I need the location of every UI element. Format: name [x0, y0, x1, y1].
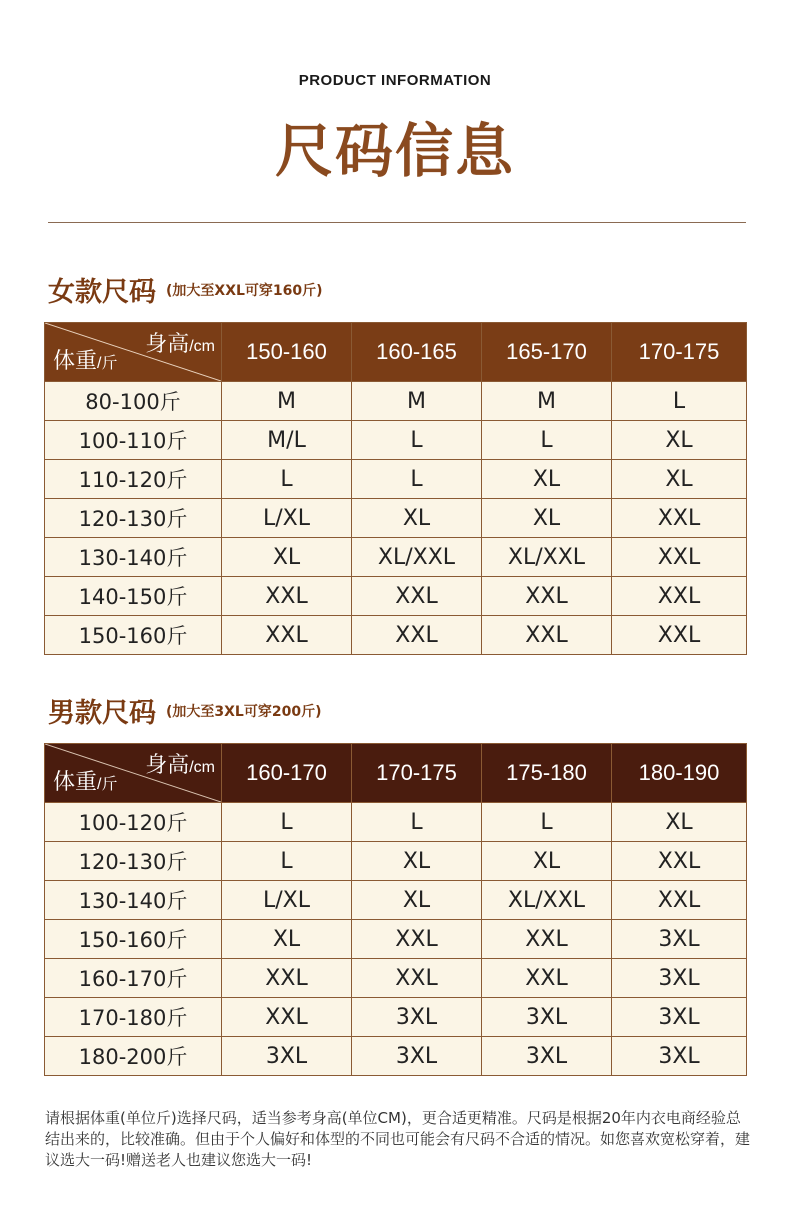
table-row	[45, 1037, 747, 1076]
column-header: 170-175	[352, 744, 482, 803]
size-cell: XL/XXL	[352, 538, 482, 577]
size-cell: L	[352, 421, 482, 460]
column-header: 175-180	[482, 744, 612, 803]
size-cell: 3XL	[482, 998, 612, 1037]
corner-weight-label: 体重/斤	[53, 769, 118, 794]
table-row	[45, 616, 747, 655]
row-label: 130-140斤	[45, 538, 222, 577]
size-cell: L	[222, 803, 352, 842]
size-cell: XXL	[612, 616, 747, 655]
size-cell: M	[482, 382, 612, 421]
sizing-advice-note: 请根据体重(单位斤)选择尺码，适当参考身高(单位CM)，更合适更精准。尺码是根据20年内衣电商经验总结出来的，比较准确。但由于个人偏好和体型的不同也可能会有尺码不合适的情况。如您喜欢宽松穿着，建议选大一码!赠送老人也建议您选大一码!	[45, 1109, 751, 1169]
size-cell: XL	[352, 881, 482, 920]
table-row	[45, 803, 747, 842]
size-cell: 3XL	[612, 920, 747, 959]
table-row	[45, 382, 747, 421]
size-cell: XXL	[222, 577, 352, 616]
size-cell: XXL	[352, 920, 482, 959]
row-label: 180-200斤	[45, 1037, 222, 1076]
row-label: 170-180斤	[45, 998, 222, 1037]
table-row	[45, 842, 747, 881]
size-cell: 3XL	[612, 1037, 747, 1076]
corner-height-label: 身高/cm	[145, 752, 215, 777]
size-cell: XL	[482, 460, 612, 499]
column-header: 170-175	[612, 323, 747, 382]
size-cell: L	[482, 803, 612, 842]
table-row	[45, 920, 747, 959]
size-cell: XXL	[482, 616, 612, 655]
row-label: 120-130斤	[45, 499, 222, 538]
page-subtitle: PRODUCT INFORMATION	[298, 72, 492, 89]
row-label: 110-120斤	[45, 460, 222, 499]
size-cell: M	[222, 382, 352, 421]
men-size-heading	[48, 691, 321, 730]
table-header-row	[45, 744, 747, 803]
size-cell: XXL	[352, 616, 482, 655]
size-cell: XXL	[482, 920, 612, 959]
table-header-row	[45, 323, 747, 382]
size-cell: L	[612, 382, 747, 421]
size-cell: 3XL	[352, 1037, 482, 1076]
table-row	[45, 577, 747, 616]
size-cell: 3XL	[222, 1037, 352, 1076]
men-heading-note: (加大至3XL可穿200斤)	[166, 703, 322, 720]
column-header: 160-165	[352, 323, 482, 382]
size-cell: XL	[352, 499, 482, 538]
table-row	[45, 421, 747, 460]
size-cell: XL/XXL	[482, 538, 612, 577]
size-cell: XXL	[482, 577, 612, 616]
row-label: 120-130斤	[45, 842, 222, 881]
table-row	[45, 998, 747, 1037]
size-cell: XXL	[352, 959, 482, 998]
column-header: 165-170	[482, 323, 612, 382]
size-cell: XXL	[612, 842, 747, 881]
size-cell: XXL	[222, 959, 352, 998]
size-cell: XXL	[612, 499, 747, 538]
column-header: 160-170	[222, 744, 352, 803]
size-cell: L	[482, 421, 612, 460]
women-heading-note: (加大至XXL可穿160斤)	[166, 282, 323, 299]
row-label: 100-120斤	[45, 803, 222, 842]
size-cell: L/XL	[222, 881, 352, 920]
men-heading-text: 男款尺码	[48, 698, 156, 729]
row-label: 130-140斤	[45, 881, 222, 920]
size-cell: XL	[612, 460, 747, 499]
row-label: 150-160斤	[45, 920, 222, 959]
header-divider	[48, 222, 746, 223]
size-cell: XL	[612, 803, 747, 842]
row-label: 150-160斤	[45, 616, 222, 655]
women-size-heading	[48, 270, 323, 309]
size-cell: XL	[222, 538, 352, 577]
size-cell: XL	[612, 421, 747, 460]
corner-cell	[45, 744, 222, 803]
size-cell: XL	[482, 499, 612, 538]
corner-weight-label: 体重/斤	[53, 348, 118, 373]
size-cell: L	[352, 460, 482, 499]
size-cell: XL/XXL	[482, 881, 612, 920]
row-label: 140-150斤	[45, 577, 222, 616]
size-cell: 3XL	[482, 1037, 612, 1076]
column-header: 180-190	[612, 744, 747, 803]
table-row	[45, 499, 747, 538]
size-cell: XXL	[222, 998, 352, 1037]
row-label: 80-100斤	[45, 382, 222, 421]
table-row	[45, 881, 747, 920]
size-cell: 3XL	[612, 998, 747, 1037]
row-label: 100-110斤	[45, 421, 222, 460]
size-cell: XXL	[612, 538, 747, 577]
size-cell: XL	[352, 842, 482, 881]
corner-cell	[45, 323, 222, 382]
page-title: 尺码信息	[274, 117, 515, 185]
size-cell: XXL	[612, 577, 747, 616]
size-cell: L/XL	[222, 499, 352, 538]
size-cell: XXL	[612, 881, 747, 920]
size-cell: L	[222, 842, 352, 881]
size-cell: XXL	[482, 959, 612, 998]
size-cell: 3XL	[352, 998, 482, 1037]
size-cell: XL	[222, 920, 352, 959]
column-header: 150-160	[222, 323, 352, 382]
table-row	[45, 959, 747, 998]
table-row	[45, 460, 747, 499]
size-cell: XXL	[352, 577, 482, 616]
corner-height-label: 身高/cm	[145, 331, 215, 356]
size-cell: XL	[482, 842, 612, 881]
row-label: 160-170斤	[45, 959, 222, 998]
men-size-table	[44, 743, 747, 1076]
size-cell: L	[222, 460, 352, 499]
size-cell: M/L	[222, 421, 352, 460]
size-cell: XXL	[222, 616, 352, 655]
size-cell: M	[352, 382, 482, 421]
size-cell: 3XL	[612, 959, 747, 998]
women-heading-text: 女款尺码	[48, 277, 156, 308]
size-cell: L	[352, 803, 482, 842]
table-row	[45, 538, 747, 577]
women-size-table	[44, 322, 747, 655]
